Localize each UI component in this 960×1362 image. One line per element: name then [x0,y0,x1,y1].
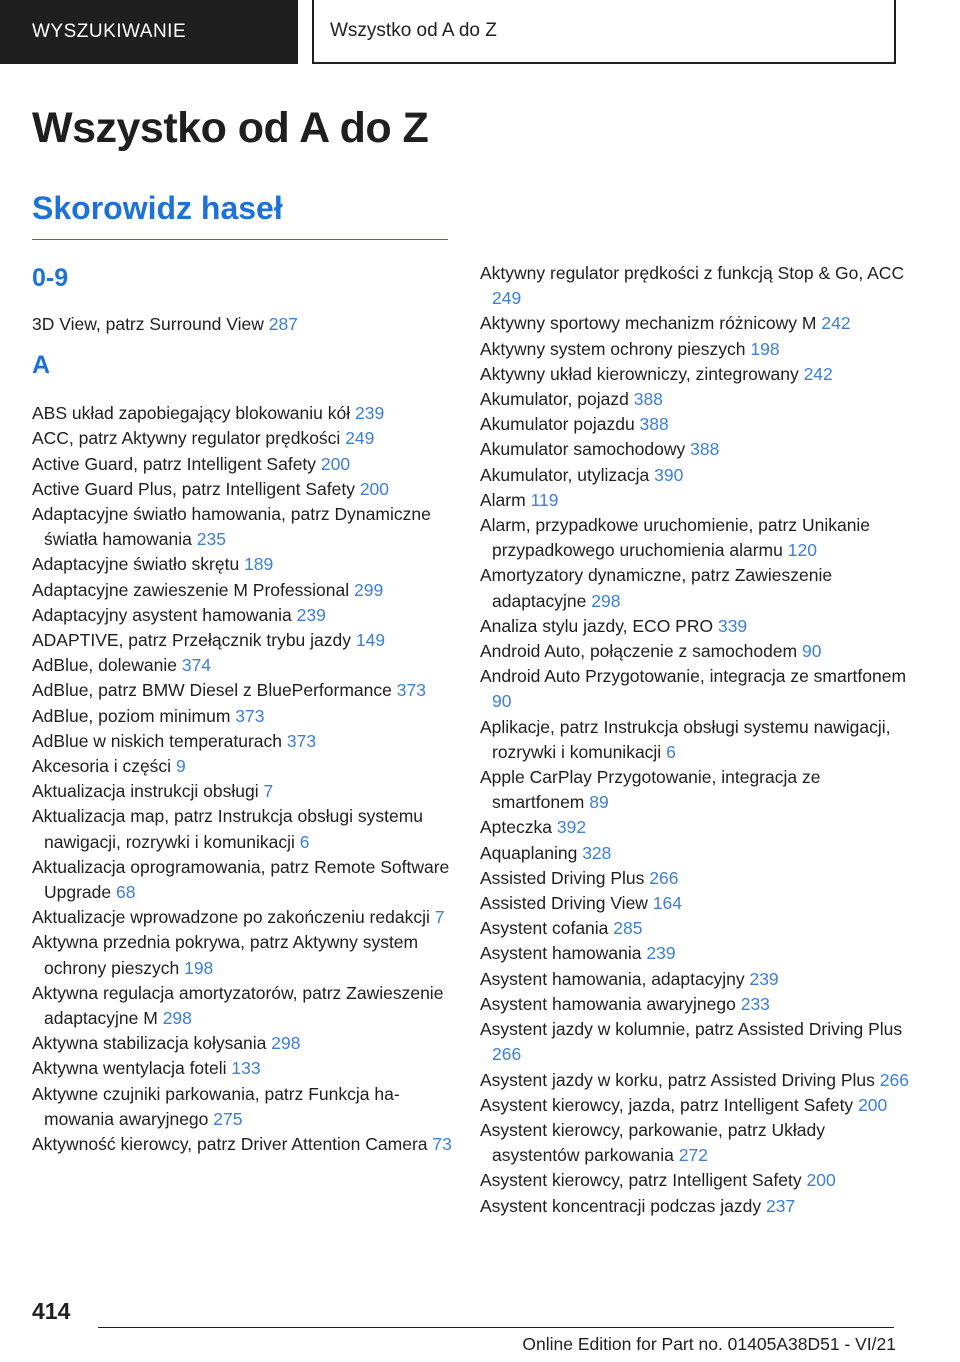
entry-text: Aktualizacja instrukcji obsługi [32,781,259,802]
entry-page-link[interactable]: 200 [320,453,351,474]
index-entry [32,603,462,628]
entry-text: Akcesoria i części [32,756,172,777]
index-entry [32,502,462,552]
entry-text: Aktualizacja oprogramowania, patrz Remote Software Upgrade [32,856,450,903]
entry-page-link[interactable]: 392 [556,817,587,838]
index-entry [480,1068,910,1093]
index-entry [32,704,462,729]
entry-page-link[interactable]: 90 [492,691,512,712]
entry-text: Alarm [480,489,526,510]
entry-text: Asystent hamowania [480,943,642,964]
entry-page-link[interactable]: 189 [244,554,274,575]
entry-text: Asystent hamowania, adaptacyjny [480,968,745,989]
entry-text: Adaptacyjne światło hamowania, patrz Dynamiczne światła hamowania [32,504,431,550]
entry-page-link[interactable]: 298 [271,1033,301,1054]
tab-search[interactable]: WYSZUKIWANIE [0,0,298,64]
entry-text: Aktywna przednia pokrywa, patrz Aktywny system ochrony pieszych [32,932,419,978]
entry-page-link[interactable]: 198 [184,957,214,978]
entry-text: Apple CarPlay Przygotowanie, integracja ze smartfonem [480,767,821,813]
entry-page-link[interactable]: 149 [355,630,386,651]
footer-divider [98,1327,894,1328]
index-entry [32,628,462,653]
entry-page-link[interactable]: 6 [666,741,676,762]
entry-page-link[interactable]: 373 [235,705,265,726]
footer-edition: Online Edition for Part no. 01405A38D51 - VI/21 [522,1334,896,1354]
page-title: Wszystko od A do Z [32,104,429,152]
entry-text: Aktywny regulator prędkości z funkcją Stop & Go, ACC [480,263,905,283]
index-entry [32,653,462,678]
index-entry [32,426,462,451]
entry-page-link[interactable]: 298 [591,590,621,611]
index-entry [480,437,910,462]
entry-page-link[interactable]: 164 [652,893,683,914]
index-entry [480,362,910,387]
entry-text: Analiza stylu jazdy, ECO PRO [480,615,714,636]
entry-page-link[interactable]: 233 [740,993,770,1014]
entry-text: Active Guard Plus, patrz Intelligent Safety [32,478,355,499]
index-entry [32,578,462,603]
entry-text: Aktywny system ochrony pieszych [480,338,746,359]
entry-page-link[interactable]: 374 [181,655,212,676]
entry-page-link[interactable]: 200 [359,478,390,499]
index-entry [480,1093,910,1118]
group-heading-numeric: 0-9 [32,264,69,292]
entry-text: Assisted Driving Plus [480,867,645,888]
index-entry [32,754,462,779]
index-entry [480,488,910,513]
subtitle-divider [32,239,448,240]
entry-text: Android Auto, połączenie z samochodem [480,641,798,662]
index-entry [480,639,910,664]
entry-page-link[interactable]: 298 [162,1008,192,1029]
index-entry [480,1168,910,1193]
entry-page-link[interactable]: 272 [678,1145,708,1166]
index-entry [480,967,910,992]
entry-page-link[interactable]: 242 [821,313,851,334]
index-entry [32,452,462,477]
entry-text: Aktywne czujniki parkowania, patrz Funkcja hamowania awaryjnego [32,1083,400,1129]
entry-page-link[interactable]: 73 [432,1134,452,1155]
entry-page-link[interactable]: 198 [750,338,780,359]
index-entry [480,941,910,966]
entry-text: AdBlue, patrz BMW Diesel z BluePerformance [32,680,392,701]
entry-list-a [32,401,462,1157]
entry-page-link[interactable]: 9 [175,756,186,777]
entry-text: Asystent kierowcy, patrz Intelligent Safety [480,1170,802,1191]
index-entry [480,337,910,362]
entry-page-link[interactable]: 89 [589,792,609,813]
tab-bar [0,0,960,66]
entry-text: ABS układ zapobiegający blokowaniu kół [32,403,351,424]
entry-page-link[interactable]: 388 [639,414,669,435]
entry-text: Asystent hamowania awaryjnego [480,993,736,1014]
entry-page-link[interactable]: 90 [802,641,822,662]
tab-section[interactable]: Wszystko od A do Z [312,0,896,64]
entry-text: AdBlue w niskich temperaturach [32,730,282,751]
entry-list-right [480,261,910,1219]
index-entry [32,905,462,930]
entry-text: Asystent jazdy w korku, patrz Assisted Driving Plus [480,1069,875,1090]
entry-text: Adaptacyjne zawieszenie M Professional [32,579,350,600]
index-entry [480,765,910,815]
entry-page-link[interactable]: 239 [749,968,779,989]
entry-page-link[interactable]: 119 [530,489,559,510]
entry-text: Asystent jazdy w kolumnie, patrz Assisted Driving Plus [480,1019,903,1040]
entry-text: Aquaplaning [480,842,578,863]
index-entry [480,387,910,412]
index-entry [480,463,910,488]
index-entry [480,815,910,840]
entry-page-link[interactable]: 287 [268,314,298,334]
entry-page-link[interactable]: 299 [354,579,384,600]
entry-page-link[interactable]: 388 [690,439,720,460]
entry-text: Aktywny układ kierowniczy, zintegrowany [480,363,799,384]
entry-text: Amortyzatory dynamiczne, patrz Zawieszenie adaptacyjne [480,565,833,611]
index-entry [480,412,910,437]
entry-text: Akumulator, utylizacja [480,464,650,485]
entry-text: Active Guard, patrz Intelligent Safety [32,453,317,474]
entry-text: Aktywna stabilizacja kołysania [32,1033,267,1054]
entry-page-link[interactable]: 249 [492,288,522,309]
index-entry [32,477,462,502]
index-entry [32,1132,462,1157]
entry-text: Akumulator samochodowy [480,439,686,460]
entry-text: ADAPTIVE, patrz Przełącznik trybu jazdy [32,630,351,651]
entry-page-link[interactable]: 68 [116,882,136,903]
entry-page-link[interactable]: 390 [654,464,684,485]
index-entry [480,614,910,639]
index-column-left [32,256,462,1157]
index-entry [480,715,910,765]
entry-page-link[interactable]: 120 [787,540,817,561]
entry-page-link[interactable]: 373 [286,730,317,751]
entry-text: Aktywność kierowcy, patrz Driver Attention Camera [32,1134,428,1155]
entry-page-link[interactable]: 200 [858,1094,888,1115]
index-entry [32,1031,462,1056]
entry-text: Asystent kierowcy, parkowanie, patrz Układy asystentów parkowania [480,1119,825,1166]
entry-page-link[interactable]: 239 [296,604,326,625]
entry-page-link[interactable]: 373 [396,680,426,701]
entry-page-link[interactable]: 242 [803,363,833,384]
entry-text: Asystent koncentracji podczas jazdy [480,1195,762,1216]
entry-text: Aplikacje, patrz Instrukcja obsługi systemu nawigacji, rozrywki i komunikacji [480,716,891,762]
index-entry [480,311,910,336]
index-entry [32,930,462,980]
index-entry [32,779,462,804]
index-entry [480,563,910,613]
entry-text: Android Auto Przygotowanie, integracja ze smartfonem [480,666,907,687]
index-entry [32,981,462,1031]
index-column-right [480,261,910,1219]
entry-text: AdBlue, poziom minimum [32,705,231,726]
entry-page-link[interactable]: 328 [582,842,612,863]
entry-page-link[interactable]: 266 [879,1069,909,1090]
group-heading-a: A [32,351,51,380]
entry-page-link[interactable]: 237 [766,1195,796,1216]
entry-text: Akumulator pojazdu [480,414,635,435]
entry-page-link[interactable]: 266 [649,867,679,888]
entry-text: Asystent cofania [480,918,609,939]
index-entry [32,855,462,905]
index-entry [32,804,462,854]
entry-text: Alarm, przypadkowe uruchomienie, patrz Unikanie przypadkowego uruchomienia alarmu [480,515,871,561]
index-entry [480,916,910,941]
entry-text: Aktualizacje wprowadzone po zakończeniu redakcji [32,907,430,928]
entry-page-link[interactable]: 239 [646,943,676,964]
index-entry [480,866,910,891]
page-number: 414 [32,1298,71,1324]
entry-page-link[interactable]: 266 [492,1044,522,1065]
entry-text: Apteczka [480,817,552,838]
index-entry [480,841,910,866]
entry-text: Assisted Driving View [480,893,648,914]
entry-text: Akumulator, pojazd [480,389,629,410]
entry-text: Aktywny sportowy mechanizm różnicowy M [480,313,817,334]
index-entry [32,552,462,577]
index-entry [480,513,910,563]
entry-page-link[interactable]: 275 [213,1108,243,1129]
entry-page-link[interactable]: 239 [355,403,385,424]
entry-page-link[interactable]: 7 [434,907,445,928]
index-entry [480,1194,910,1219]
index-entry [32,401,462,426]
entry-text: 3D View, patrz Surround View [32,314,264,334]
index-entry [32,729,462,754]
entry-page-link[interactable]: 388 [633,389,663,410]
entry-page-link[interactable]: 6 [299,831,310,852]
index-entry [480,1017,910,1067]
entry-list-numeric [32,312,462,337]
index-entry [32,678,462,703]
index-entry [480,1118,910,1168]
index-entry [32,1082,462,1132]
entry-text: Asystent kierowcy, jazda, patrz Intelligent Safety [480,1094,854,1115]
entry-text: Aktualizacja map, patrz Instrukcja obsługi systemu nawigacji, rozrywki i komunikacji [32,806,423,852]
entry-text: Adaptacyjny asystent hamowania [32,604,292,625]
index-entry [480,261,910,311]
entry-text: Aktywna regulacja amortyzatorów, patrz Zawieszenie adaptacyjne M [32,982,444,1029]
index-entry [480,664,910,714]
index-entry [32,312,462,337]
entry-text: Aktywna wentylacja foteli [32,1058,227,1079]
page-subtitle: Skorowidz haseł [32,190,283,226]
index-entry [32,1056,462,1081]
entry-page-link[interactable]: 339 [717,615,748,636]
entry-page-link[interactable]: 133 [231,1058,261,1079]
entry-text: ACC, patrz Aktywny regulator prędkości [32,428,341,449]
entry-page-link[interactable]: 200 [806,1170,836,1191]
entry-text: Adaptacyjne światło skrętu [32,554,240,575]
index-entry [480,992,910,1017]
entry-page-link[interactable]: 249 [345,428,375,449]
index-entry [480,891,910,916]
entry-page-link[interactable]: 285 [613,918,643,939]
entry-text: AdBlue, dolewanie [32,655,177,676]
entry-page-link[interactable]: 7 [263,781,274,802]
entry-page-link[interactable]: 235 [196,529,226,550]
